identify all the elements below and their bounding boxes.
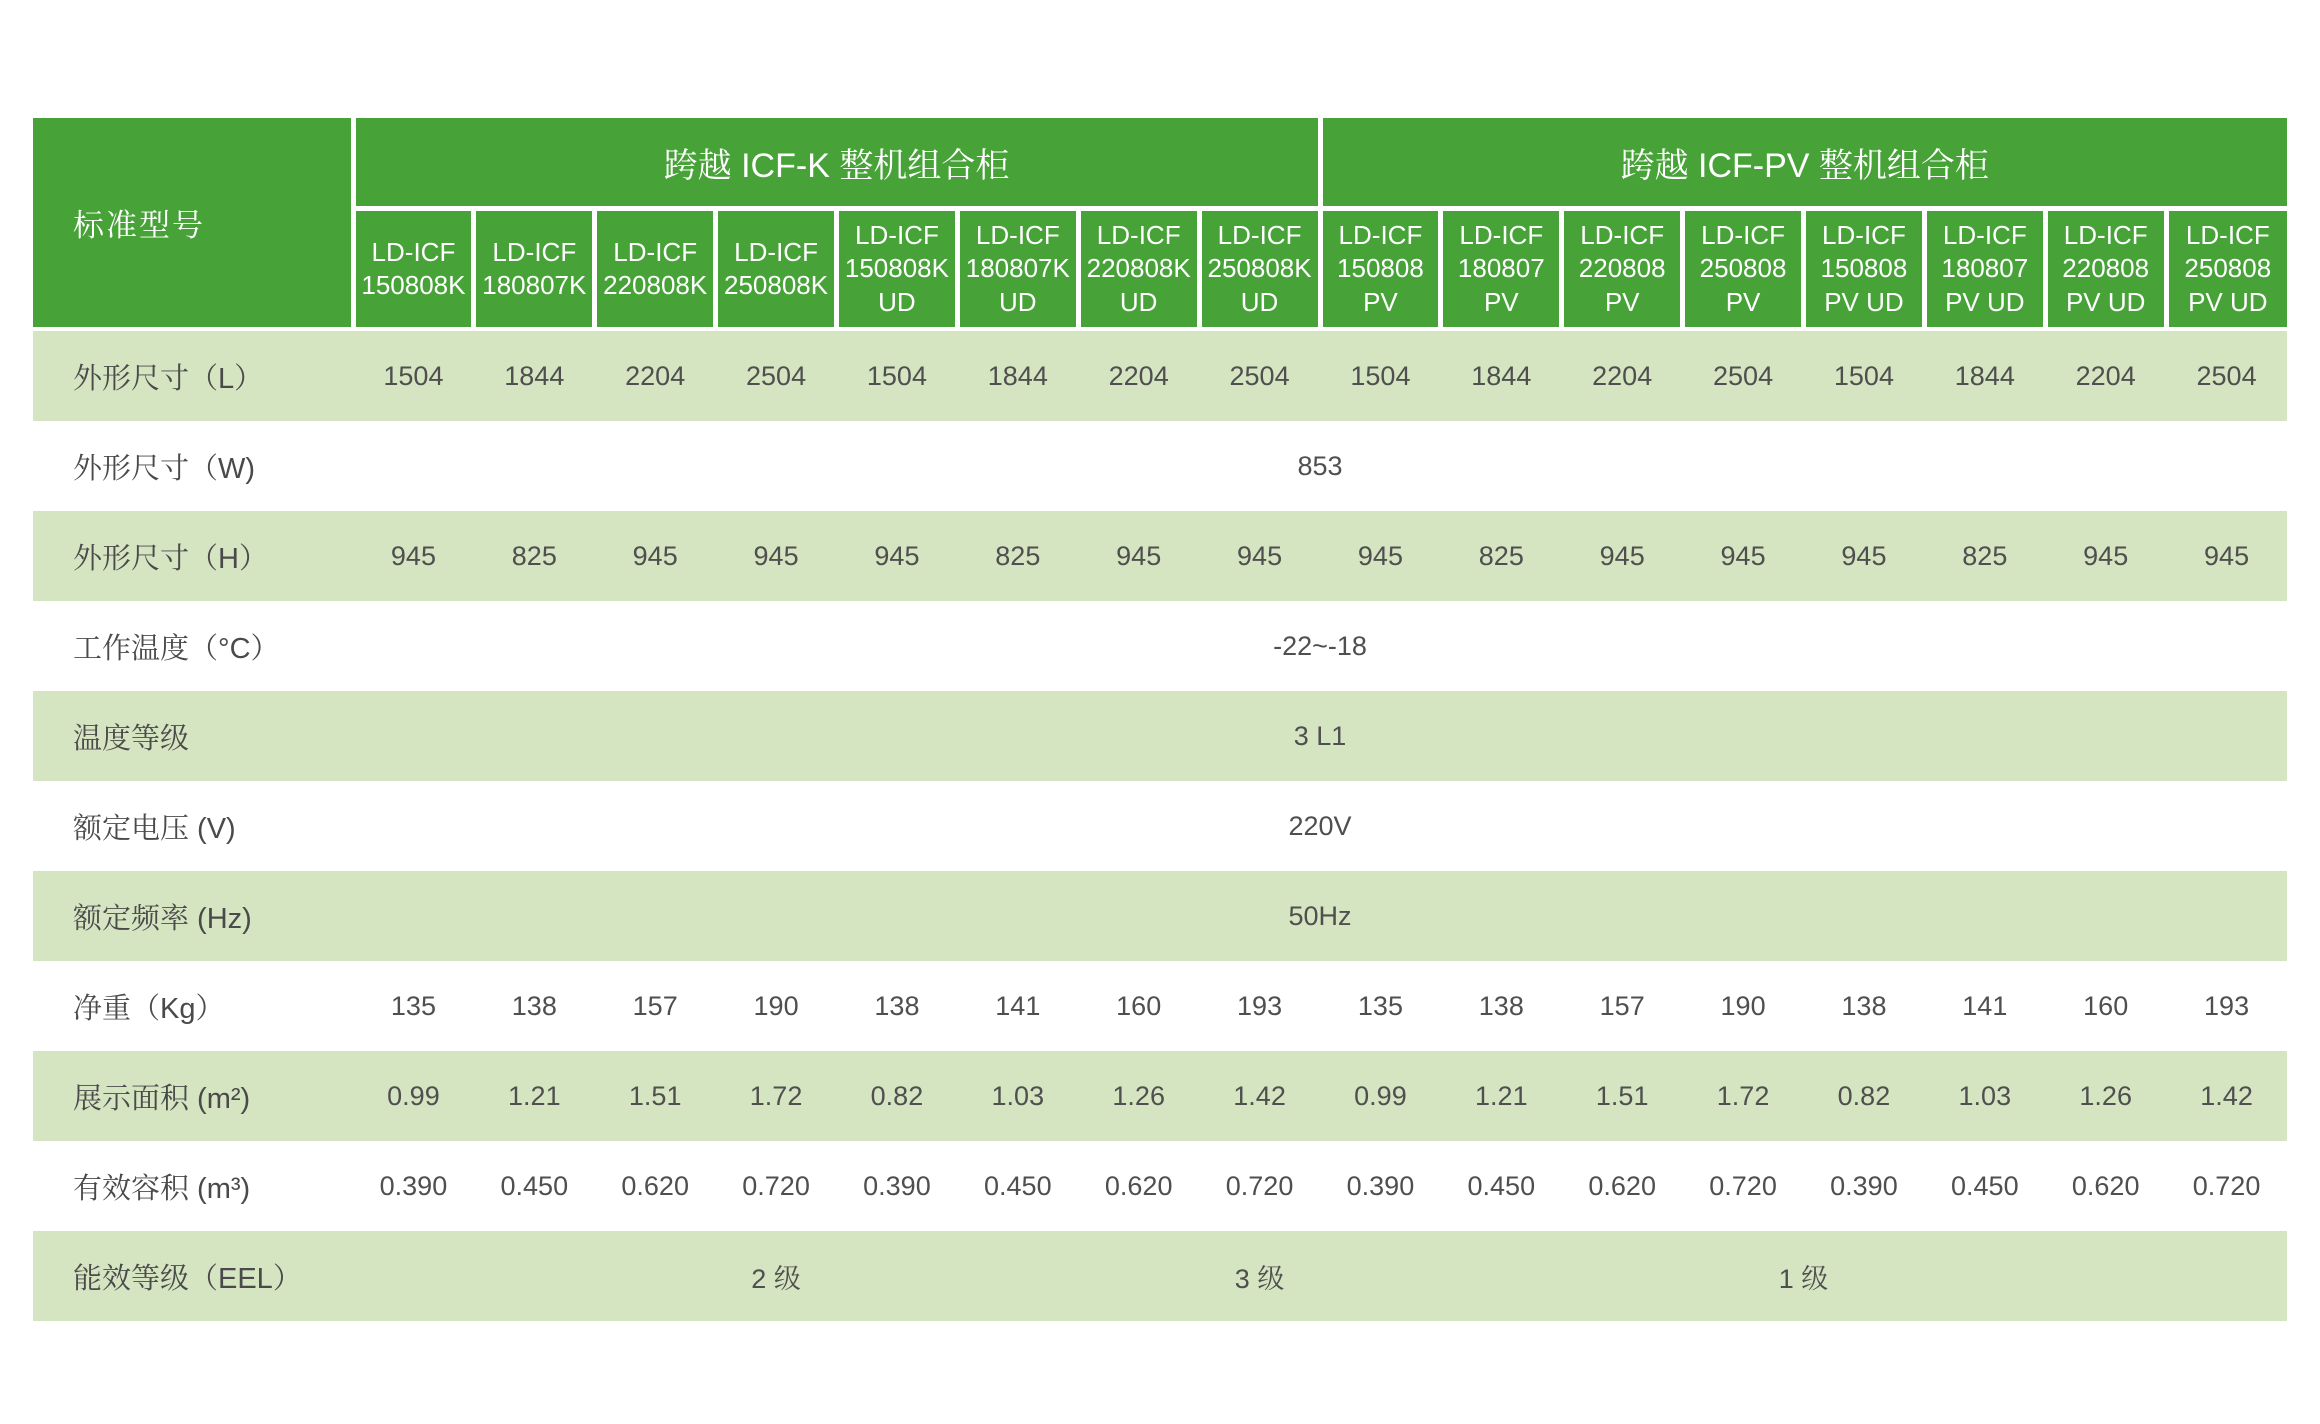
row-label: 净重（Kg） <box>33 961 353 1051</box>
value-cell: 2204 <box>595 329 716 421</box>
value-cell: 945 <box>595 511 716 601</box>
value-cell: 138 <box>1441 961 1562 1051</box>
table-row <box>33 421 2287 511</box>
value-cell: 945 <box>837 511 958 601</box>
model-header: LD-ICF 150808K <box>353 209 474 330</box>
value-cell: 1.26 <box>2045 1051 2166 1141</box>
value-cell: 825 <box>1441 511 1562 601</box>
value-cell: 2504 <box>1199 329 1320 421</box>
model-header: LD-ICF 220808 PV UD <box>2045 209 2166 330</box>
table-row <box>33 1141 2287 1231</box>
value-cell: 1.42 <box>1199 1051 1320 1141</box>
merged-value-cell: -22~-18 <box>353 601 2287 691</box>
row-label: 有效容积 (m³) <box>33 1141 353 1231</box>
table-row <box>33 1231 2287 1321</box>
value-cell: 193 <box>1199 961 1320 1051</box>
value-cell: 157 <box>595 961 716 1051</box>
value-cell: 1.03 <box>1924 1051 2045 1141</box>
value-cell: 945 <box>2045 511 2166 601</box>
value-cell: 2204 <box>1562 329 1683 421</box>
model-header: LD-ICF 150808 PV UD <box>1804 209 1925 330</box>
model-header: LD-ICF 220808K <box>595 209 716 330</box>
value-cell: 825 <box>1924 511 2045 601</box>
merged-value-cell: 853 <box>353 421 2287 511</box>
merged-value-cell: 50Hz <box>353 871 2287 961</box>
value-cell: 1844 <box>474 329 595 421</box>
value-cell: 1.51 <box>595 1051 716 1141</box>
value-cell: 825 <box>474 511 595 601</box>
value-cell: 0.390 <box>1320 1141 1441 1231</box>
value-cell: 0.620 <box>2045 1141 2166 1231</box>
row-label: 展示面积 (m²) <box>33 1051 353 1141</box>
model-header: LD-ICF 250808K UD <box>1199 209 1320 330</box>
value-cell: 193 <box>2166 961 2287 1051</box>
value-cell: 0.620 <box>595 1141 716 1231</box>
value-cell: 945 <box>1562 511 1683 601</box>
value-cell: 1844 <box>957 329 1078 421</box>
model-header: LD-ICF 180807K UD <box>957 209 1078 330</box>
value-cell: 1844 <box>1441 329 1562 421</box>
value-cell: 1.03 <box>957 1051 1078 1141</box>
group-header-icf-k: 跨越 ICF-K 整机组合柜 <box>353 118 1320 209</box>
value-cell: 1504 <box>353 329 474 421</box>
value-cell: 135 <box>1320 961 1441 1051</box>
value-cell: 2204 <box>2045 329 2166 421</box>
value-cell: 1.21 <box>474 1051 595 1141</box>
value-cell: 945 <box>1683 511 1804 601</box>
merged-value-cell: 220V <box>353 781 2287 871</box>
value-cell: 138 <box>837 961 958 1051</box>
value-cell: 138 <box>1804 961 1925 1051</box>
value-cell: 1.26 <box>1078 1051 1199 1141</box>
merged-value-cell: 3 L1 <box>353 691 2287 781</box>
model-header: LD-ICF 180807 PV <box>1441 209 1562 330</box>
value-cell: 0.450 <box>957 1141 1078 1231</box>
value-cell: 2504 <box>2166 329 2287 421</box>
value-cell: 1844 <box>1924 329 2045 421</box>
spec-table <box>33 118 2287 1321</box>
value-cell: 1.72 <box>1683 1051 1804 1141</box>
row-label: 工作温度（°C） <box>33 601 353 691</box>
row-label: 额定电压 (V) <box>33 781 353 871</box>
value-cell: 138 <box>474 961 595 1051</box>
value-cell: 2504 <box>1683 329 1804 421</box>
value-cell: 135 <box>353 961 474 1051</box>
model-header: LD-ICF 180807 PV UD <box>1924 209 2045 330</box>
value-cell: 0.390 <box>1804 1141 1925 1231</box>
value-cell: 1504 <box>1804 329 1925 421</box>
model-header: LD-ICF 150808K UD <box>837 209 958 330</box>
value-cell: 0.390 <box>353 1141 474 1231</box>
group-header-icf-pv: 跨越 ICF-PV 整机组合柜 <box>1320 118 2287 209</box>
eel-span-cell: 2 级 <box>353 1231 1199 1321</box>
row-label: 外形尺寸（H） <box>33 511 353 601</box>
corner-header: 标准型号 <box>33 118 353 329</box>
value-cell: 1.42 <box>2166 1051 2287 1141</box>
value-cell: 945 <box>1078 511 1199 601</box>
value-cell: 160 <box>1078 961 1199 1051</box>
model-header: LD-ICF 220808 PV <box>1562 209 1683 330</box>
value-cell: 141 <box>957 961 1078 1051</box>
value-cell: 0.450 <box>1924 1141 2045 1231</box>
value-cell: 0.99 <box>353 1051 474 1141</box>
row-label: 温度等级 <box>33 691 353 781</box>
value-cell: 945 <box>716 511 837 601</box>
table-row <box>33 691 2287 781</box>
model-header: LD-ICF 250808K <box>716 209 837 330</box>
row-label: 外形尺寸（L） <box>33 329 353 421</box>
value-cell: 160 <box>2045 961 2166 1051</box>
table-row <box>33 511 2287 601</box>
value-cell: 0.450 <box>474 1141 595 1231</box>
table-row <box>33 329 2287 421</box>
value-cell: 825 <box>957 511 1078 601</box>
value-cell: 0.720 <box>716 1141 837 1231</box>
value-cell: 2204 <box>1078 329 1199 421</box>
value-cell: 190 <box>1683 961 1804 1051</box>
table-row <box>33 781 2287 871</box>
value-cell: 945 <box>1199 511 1320 601</box>
model-header: LD-ICF 250808 PV <box>1683 209 1804 330</box>
value-cell: 190 <box>716 961 837 1051</box>
table-row <box>33 961 2287 1051</box>
value-cell: 0.620 <box>1562 1141 1683 1231</box>
value-cell: 0.390 <box>837 1141 958 1231</box>
value-cell: 2504 <box>716 329 837 421</box>
eel-span-cell: 3 级 <box>1199 1231 1320 1321</box>
model-header: LD-ICF 250808 PV UD <box>2166 209 2287 330</box>
value-cell: 945 <box>2166 511 2287 601</box>
model-header: LD-ICF 220808K UD <box>1078 209 1199 330</box>
eel-span-cell: 1 级 <box>1320 1231 2287 1321</box>
value-cell: 0.99 <box>1320 1051 1441 1141</box>
value-cell: 0.720 <box>1199 1141 1320 1231</box>
value-cell: 0.720 <box>1683 1141 1804 1231</box>
value-cell: 0.82 <box>1804 1051 1925 1141</box>
value-cell: 1504 <box>1320 329 1441 421</box>
model-header: LD-ICF 150808 PV <box>1320 209 1441 330</box>
value-cell: 0.450 <box>1441 1141 1562 1231</box>
table-header <box>33 118 2287 329</box>
table-row <box>33 1051 2287 1141</box>
row-label: 外形尺寸（W) <box>33 421 353 511</box>
value-cell: 157 <box>1562 961 1683 1051</box>
value-cell: 1.21 <box>1441 1051 1562 1141</box>
value-cell: 141 <box>1924 961 2045 1051</box>
value-cell: 1.72 <box>716 1051 837 1141</box>
table-row <box>33 871 2287 961</box>
row-label: 额定频率 (Hz) <box>33 871 353 961</box>
value-cell: 0.82 <box>837 1051 958 1141</box>
value-cell: 945 <box>1804 511 1925 601</box>
row-label: 能效等级（EEL） <box>33 1231 353 1321</box>
table-row <box>33 601 2287 691</box>
model-header: LD-ICF 180807K <box>474 209 595 330</box>
value-cell: 1.51 <box>1562 1051 1683 1141</box>
value-cell: 1504 <box>837 329 958 421</box>
value-cell: 0.620 <box>1078 1141 1199 1231</box>
value-cell: 945 <box>353 511 474 601</box>
value-cell: 0.720 <box>2166 1141 2287 1231</box>
value-cell: 945 <box>1320 511 1441 601</box>
